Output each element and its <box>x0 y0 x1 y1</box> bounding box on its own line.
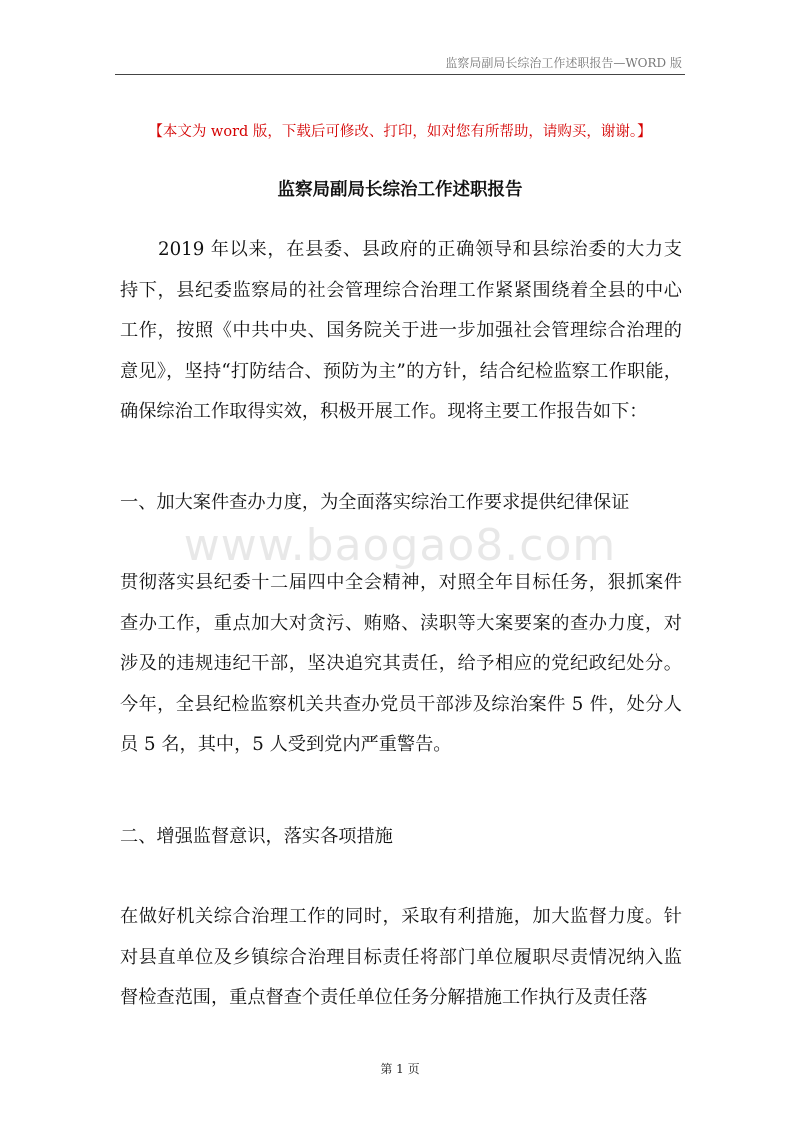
purchase-notice: 【本文为 word 版，下载后可修改、打印，如对您有所帮助，请购买，谢谢。】 <box>148 124 652 140</box>
document-title: 监察局副局长综治工作述职报告 <box>277 180 523 200</box>
section-1-paragraph: 贯彻落实县纪委十二届四中全会精神，对照全年目标任务，狠抓案件查办工作，重点加大对贪污、贿赂、渎职等大案要案的查办力度，对涉及的违规违纪干部，坚决追究其责任，给予相应的党纪政纪处分。今年，全县纪检监察机关共查办党员干部涉及综治案件 5 件，处分人员 5 名，其中，5 人受到党内严重警告。 <box>120 572 682 755</box>
section-heading-2: 二、增强监督意识，落实各项措施 <box>120 826 393 847</box>
section-heading-1: 一、加大案件查办力度，为全面落实综治工作要求提供纪律保证 <box>120 492 630 513</box>
header-divider <box>115 74 685 75</box>
intro-paragraph: 2019 年以来，在县委、县政府的正确领导和县综治委的大力支持下，县纪委监察局的社会管理综合治理工作紧紧围绕着全县的中心工作，按照《中共中央、国务院关于进一步加强社会管理综合治理的意见》，坚持“打防结合、预防为主”的方针，结合纪检监察工作职能，确保综治工作取得实效，积极开展工作。现将主要工作报告如下： <box>120 239 682 422</box>
running-header: 监察局副局长综治工作述职报告—WORD 版 <box>445 56 682 70</box>
section-2-paragraph: 在做好机关综合治理工作的同时，采取有利措施，加大监督力度。针对县直单位及乡镇综合治理目标责任将部门单位履职尽责情况纳入监督检查范围，重点督查个责任单位任务分解措施工作执行及责任落 <box>120 906 682 1008</box>
page-number: 第 1 页 <box>380 1062 420 1076</box>
watermark-text: www.baogao8.com <box>183 520 617 571</box>
